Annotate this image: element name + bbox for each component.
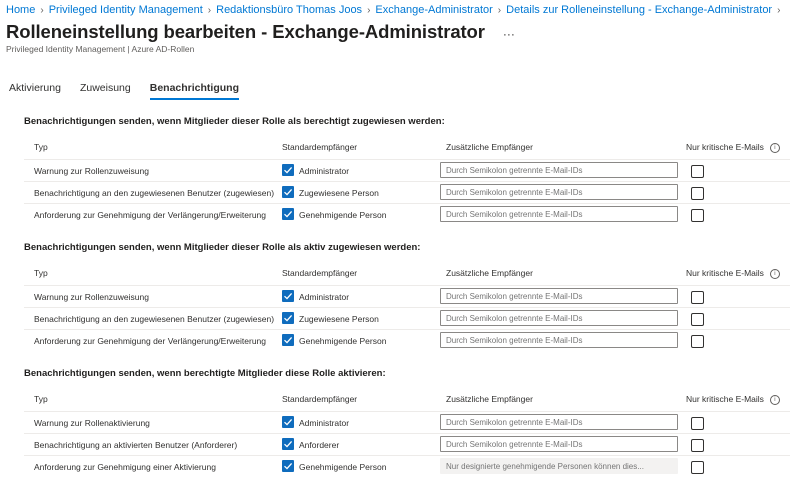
notification-type: Anforderung zur Genehmigung einer Aktivierung [34, 462, 216, 472]
additional-recipients-input[interactable] [440, 184, 678, 200]
default-recipient-checkbox[interactable] [282, 416, 294, 428]
column-header-additional-recipients [446, 394, 533, 404]
info-icon[interactable]: i [770, 269, 780, 279]
default-recipient-checkbox[interactable] [282, 290, 294, 302]
column-header-default-recipient-label: Standardempfänger [282, 268, 358, 278]
column-header-default-recipient [282, 394, 357, 404]
column-header-critical-only-label: Nur kritische E-Mails [686, 142, 764, 152]
critical-emails-checkbox[interactable] [691, 439, 704, 452]
default-recipient-label: Administrator [299, 166, 350, 176]
chevron-right-icon: › [367, 5, 371, 16]
column-header-type-label: Typ [34, 394, 48, 404]
default-recipient-label: Administrator [299, 418, 350, 428]
table-row [24, 307, 790, 330]
column-header-additional-recipients [446, 142, 533, 152]
notification-type: Benachrichtigung an aktivierten Benutzer (Anforderer) [34, 440, 238, 450]
additional-recipients-input[interactable] [440, 436, 678, 452]
default-recipient-checkbox[interactable] [282, 208, 294, 220]
column-header-critical-only [686, 394, 780, 405]
default-recipient-label: Genehmigende Person [299, 462, 387, 472]
additional-recipients-input [440, 458, 678, 474]
table-row [24, 455, 790, 478]
tab-zuweisung[interactable]: Zuweisung [79, 82, 131, 94]
column-header-additional-recipients [446, 268, 533, 278]
default-recipient-checkbox[interactable] [282, 312, 294, 324]
table-row [24, 433, 790, 456]
default-recipient-label: Genehmigende Person [299, 336, 387, 346]
notification-type: Warnung zur Rollenzuweisung [34, 166, 149, 176]
critical-emails-checkbox[interactable] [691, 165, 704, 178]
default-recipient-label: Anforderer [299, 440, 340, 450]
tab-bar [9, 82, 258, 98]
chevron-right-icon: › [207, 5, 212, 16]
breadcrumb-home[interactable]: Home [6, 4, 36, 16]
tab-benachrichtigung[interactable]: Benachrichtigung [150, 82, 239, 98]
notification-type: Anforderung zur Genehmigung der Verlängerung/Erweiterung [34, 336, 267, 346]
chevron-right-icon: › [40, 5, 44, 16]
column-header-critical-only-label: Nur kritische E-Mails [686, 394, 764, 404]
additional-recipients-input[interactable] [440, 332, 678, 348]
table-row [24, 181, 790, 204]
critical-emails-checkbox[interactable] [691, 335, 704, 348]
critical-emails-checkbox[interactable] [691, 417, 704, 430]
default-recipient-label: Genehmigende Person [299, 210, 387, 220]
critical-emails-checkbox[interactable] [691, 187, 704, 200]
section-title: Benachrichtigungen senden, wenn Mitglieder dieser Rolle als aktiv zugewiesen werden: [24, 242, 421, 253]
column-header-type [34, 142, 48, 152]
page-title: Rolleneinstellung bearbeiten - Exchange-Administrator [6, 21, 485, 42]
info-icon[interactable]: i [770, 143, 780, 153]
notification-type: Warnung zur Rollenaktivierung [34, 418, 150, 428]
additional-recipients-input[interactable] [440, 414, 678, 430]
default-recipient-label: Zugewiesene Person [299, 188, 379, 198]
table-row [24, 329, 790, 352]
critical-emails-checkbox[interactable] [691, 461, 704, 474]
default-recipient-checkbox[interactable] [282, 460, 294, 472]
notification-type: Benachrichtigung an den zugewiesenen Benutzer (zugewiesen) [34, 188, 275, 198]
table-row [24, 159, 790, 182]
tab-aktivierung[interactable]: Aktivierung [9, 82, 61, 94]
breadcrumb-pim[interactable]: Privileged Identity Management [48, 4, 203, 16]
column-header-critical-only [686, 142, 780, 153]
default-recipient-checkbox[interactable] [282, 438, 294, 450]
chevron-right-icon: › [497, 5, 502, 16]
default-recipient-label: Administrator [299, 292, 350, 302]
notification-type: Warnung zur Rollenzuweisung [34, 292, 149, 302]
column-header-additional-recipients-label: Zusätzliche Empfänger [446, 394, 533, 404]
breadcrumb-role-settings[interactable]: Details zur Rolleneinstellung - Exchange-Administrator [506, 4, 773, 16]
table-row [24, 285, 790, 308]
column-header-additional-recipients-label: Zusätzliche Empfänger [446, 268, 533, 278]
breadcrumb [6, 4, 785, 16]
column-header-default-recipient [282, 142, 357, 152]
column-header-default-recipient-label: Standardempfänger [282, 142, 358, 152]
section-title: Benachrichtigungen senden, wenn Mitglieder dieser Rolle als berechtigt zugewiesen werden: [24, 116, 445, 127]
default-recipient-checkbox[interactable] [282, 334, 294, 346]
page-subtitle: Privileged Identity Management | Azure AD-Rollen [6, 44, 195, 54]
additional-recipients-input[interactable] [440, 310, 678, 326]
column-header-additional-recipients-label: Zusätzliche Empfänger [446, 142, 533, 152]
chevron-right-icon: › [777, 5, 781, 16]
title-row [6, 21, 515, 43]
table-row [24, 203, 790, 226]
critical-emails-checkbox[interactable] [691, 313, 704, 326]
critical-emails-checkbox[interactable] [691, 291, 704, 304]
additional-recipients-input[interactable] [440, 206, 678, 222]
column-header-type-label: Typ [34, 268, 48, 278]
column-header-default-recipient [282, 268, 357, 278]
additional-recipients-input[interactable] [440, 162, 678, 178]
default-recipient-label: Zugewiesene Person [299, 314, 379, 324]
critical-emails-checkbox[interactable] [691, 209, 704, 222]
table-row [24, 411, 790, 434]
column-header-type-label: Typ [34, 142, 48, 152]
more-options-icon[interactable]: ··· [502, 27, 515, 41]
column-header-critical-only-label: Nur kritische E-Mails [686, 268, 764, 278]
column-header-critical-only [686, 268, 780, 279]
notification-type: Anforderung zur Genehmigung der Verlängerung/Erweiterung [34, 210, 267, 220]
column-header-default-recipient-label: Standardempfänger [282, 394, 358, 404]
column-header-type [34, 394, 48, 404]
breadcrumb-tenant[interactable]: Redaktionsbüro Thomas Joos [216, 4, 363, 16]
info-icon[interactable]: i [770, 395, 780, 405]
default-recipient-checkbox[interactable] [282, 164, 294, 176]
breadcrumb-role[interactable]: Exchange-Administrator [375, 4, 493, 16]
column-header-type [34, 268, 48, 278]
section-title: Benachrichtigungen senden, wenn berechtigte Mitglieder diese Rolle aktivieren: [24, 368, 386, 379]
additional-recipients-input[interactable] [440, 288, 678, 304]
default-recipient-checkbox[interactable] [282, 186, 294, 198]
notification-type: Benachrichtigung an den zugewiesenen Benutzer (zugewiesen) [34, 314, 275, 324]
